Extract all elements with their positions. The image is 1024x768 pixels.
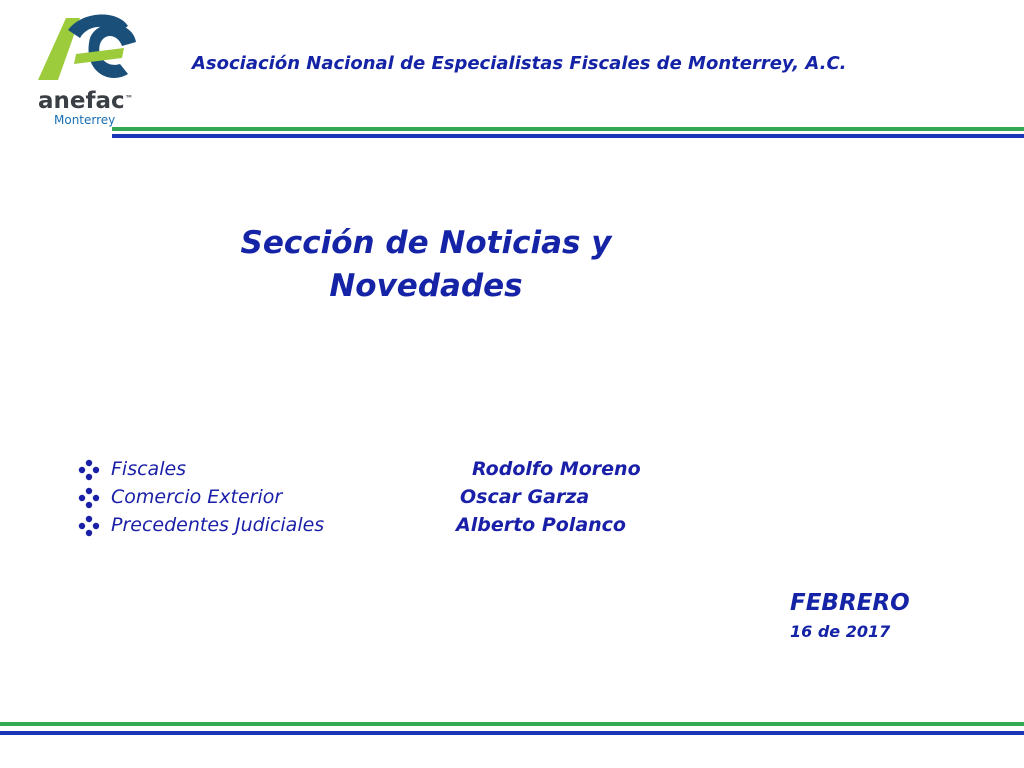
- footer-rule-green: [0, 722, 1024, 726]
- logo-wordmark: anefac: [38, 88, 125, 114]
- logo-trademark: ™: [125, 94, 133, 103]
- person-name: Rodolfo Moreno: [472, 458, 641, 480]
- anefac-logo: [28, 8, 146, 126]
- news-list: [78, 458, 678, 542]
- header-rule-green: [112, 127, 1024, 131]
- date-day: 16 de 2017: [790, 622, 891, 641]
- person-name: Oscar Garza: [460, 486, 590, 508]
- list-item: [78, 458, 678, 486]
- page-title: Sección de Noticias y Novedades: [240, 225, 612, 304]
- topic-label: Fiscales: [111, 458, 187, 480]
- person-name: Alberto Polanco: [456, 514, 626, 536]
- list-item: [78, 514, 678, 542]
- header-rule-blue: [112, 134, 1024, 138]
- diamond-dots-bullet-icon: [78, 459, 100, 481]
- list-item: [78, 486, 678, 514]
- logo-subtitle: Monterrey: [54, 113, 116, 127]
- diamond-dots-bullet-icon: [78, 487, 100, 509]
- topic-label: Precedentes Judiciales: [111, 514, 325, 536]
- diamond-dots-bullet-icon: [78, 515, 100, 537]
- footer-rule-blue: [0, 731, 1024, 735]
- header-title: Asociación Nacional de Especialistas Fiscales de Monterrey, A.C.: [192, 53, 847, 74]
- topic-label: Comercio Exterior: [111, 486, 283, 508]
- date-month: FEBRERO: [790, 590, 910, 616]
- anefac-logo-mark-icon: [28, 8, 146, 90]
